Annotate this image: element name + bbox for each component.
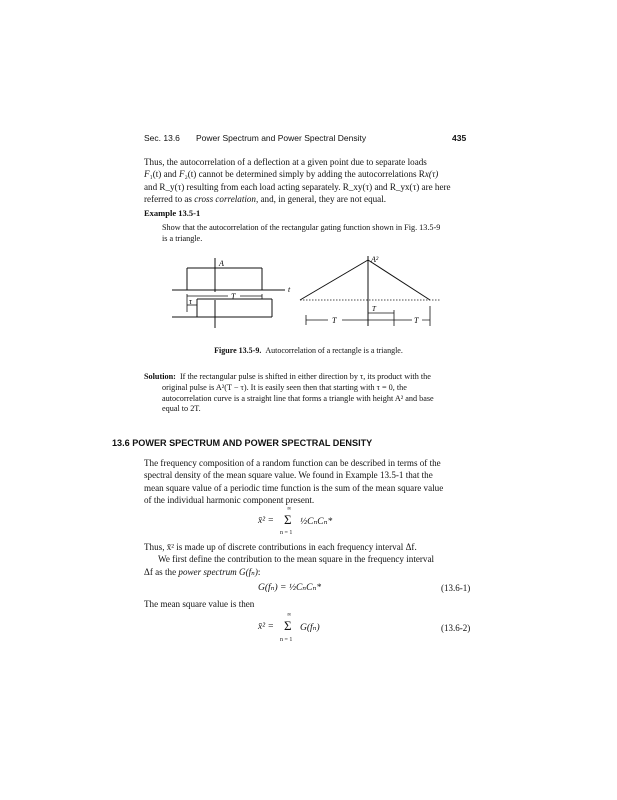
text-span: x(τ) — [424, 169, 439, 180]
paragraph-power-spectrum — [144, 541, 480, 578]
text-line: Thus, the autocorrelation of a deflection at a given point due to separate loads — [144, 157, 427, 167]
text-line: and R_y(τ) resulting from each load acting separately. R_xy(τ) and R_yx(τ) are here — [144, 181, 451, 192]
paragraph-frequency-composition — [144, 457, 480, 507]
text-span: Δf as the — [144, 566, 179, 577]
solution-label: Solution: — [144, 372, 176, 381]
paragraph-autocorrelation — [144, 156, 479, 206]
text-line: We first define the contribution to the mean square in the frequency interval — [158, 554, 435, 565]
label-t-small: T — [372, 305, 376, 313]
text-line: of the individual harmonic component present. — [144, 495, 315, 506]
sum-symbol: Σ — [284, 618, 292, 633]
equation-mean-square-sum — [258, 508, 378, 538]
figure-caption — [0, 346, 617, 355]
text-line: is a triangle. — [162, 234, 203, 243]
text-span: cross correlation — [194, 194, 256, 205]
sum-upper-limit: ∞ — [287, 506, 292, 512]
text-line: spectral density of the mean square value. We found in Example 13.5-1 that the — [144, 470, 433, 481]
sum-upper-limit: ∞ — [287, 612, 292, 618]
text-span: F — [144, 169, 150, 180]
paragraph-mean-square: The mean square value is then — [144, 599, 255, 609]
label-t-width: T — [231, 292, 236, 301]
equation-number: (13.6-2) — [441, 623, 471, 633]
sum-symbol: Σ — [284, 512, 292, 527]
text-line — [144, 193, 479, 205]
eq-rhs: G(fₙ) — [300, 623, 320, 633]
sum-lower-limit: n = 1 — [280, 530, 293, 536]
equation-mean-square-power — [258, 612, 378, 648]
equation-number: (13.6-1) — [441, 583, 471, 593]
caption-label: Figure 13.5-9. — [214, 346, 262, 355]
eq-lhs: x̄² = — [258, 622, 274, 632]
text-line — [144, 168, 479, 180]
running-header-title: Power Spectrum and Power Spectral Density — [196, 133, 367, 143]
caption-text: Autocorrelation of a rectangle is a triangle. — [265, 346, 403, 355]
triangle-left-side — [300, 260, 368, 300]
text-span: power spectrum G(fₙ) — [178, 566, 258, 577]
example-statement — [162, 222, 480, 244]
label-a: A — [219, 259, 224, 268]
text-line: mean square value of a periodic time function is the sum of the mean square value — [144, 482, 444, 493]
text-span: referred to as — [144, 194, 195, 205]
equation-power-spectrum: G(fₙ) = ½CₙCₙ* — [258, 583, 322, 593]
running-header-section: Sec. 13.6 — [144, 133, 180, 143]
page-number: 435 — [452, 133, 467, 143]
figure-rectangle-triangle — [0, 250, 617, 345]
text-span: F — [179, 169, 185, 180]
label-tau: τ — [189, 297, 192, 306]
section-heading: 13.6 POWER SPECTRUM AND POWER SPECTRAL DENSITY — [112, 438, 373, 448]
text-line: Thus, x̄² is made up of discrete contributions in each frequency interval Δf. — [144, 542, 417, 552]
text-span: ₁(t) and — [149, 169, 179, 180]
triangle-right-side — [368, 260, 430, 300]
eq-rhs: ½CₙCₙ* — [300, 517, 333, 527]
label-t-left: T — [332, 316, 337, 325]
text-line: autocorrelation curve is a straight line that forms a triangle with height A² and base — [162, 393, 434, 403]
text-line — [144, 566, 480, 578]
text-span: ₂(t) cannot be determined simply by adding the autocorrelations R — [184, 169, 425, 180]
text-line: The frequency composition of a random function can be described in terms of the — [144, 458, 441, 468]
label-t-right: T — [414, 316, 419, 325]
text-line: equal to 2T. — [162, 404, 201, 414]
text-span: , and, in general, they are not equal. — [255, 194, 387, 205]
label-a-squared: A² — [371, 255, 379, 264]
text-line — [144, 372, 480, 383]
text-span: If the rectangular pulse is shifted in either direction by τ, its product with the — [179, 372, 431, 381]
text-line: Show that the autocorrelation of the rectangular gating function shown in Fig. 13.5-9 — [162, 223, 441, 232]
solution-block — [144, 372, 480, 415]
text-line: original pulse is A²(T − τ). It is easily seen then that starting with τ = 0, the — [162, 382, 407, 392]
sum-lower-limit: n = 1 — [280, 637, 293, 643]
text-span: : — [257, 566, 261, 577]
example-label: Example 13.5-1 — [144, 208, 201, 218]
eq-lhs: x̄² = — [258, 516, 274, 526]
label-t: t — [288, 285, 291, 294]
